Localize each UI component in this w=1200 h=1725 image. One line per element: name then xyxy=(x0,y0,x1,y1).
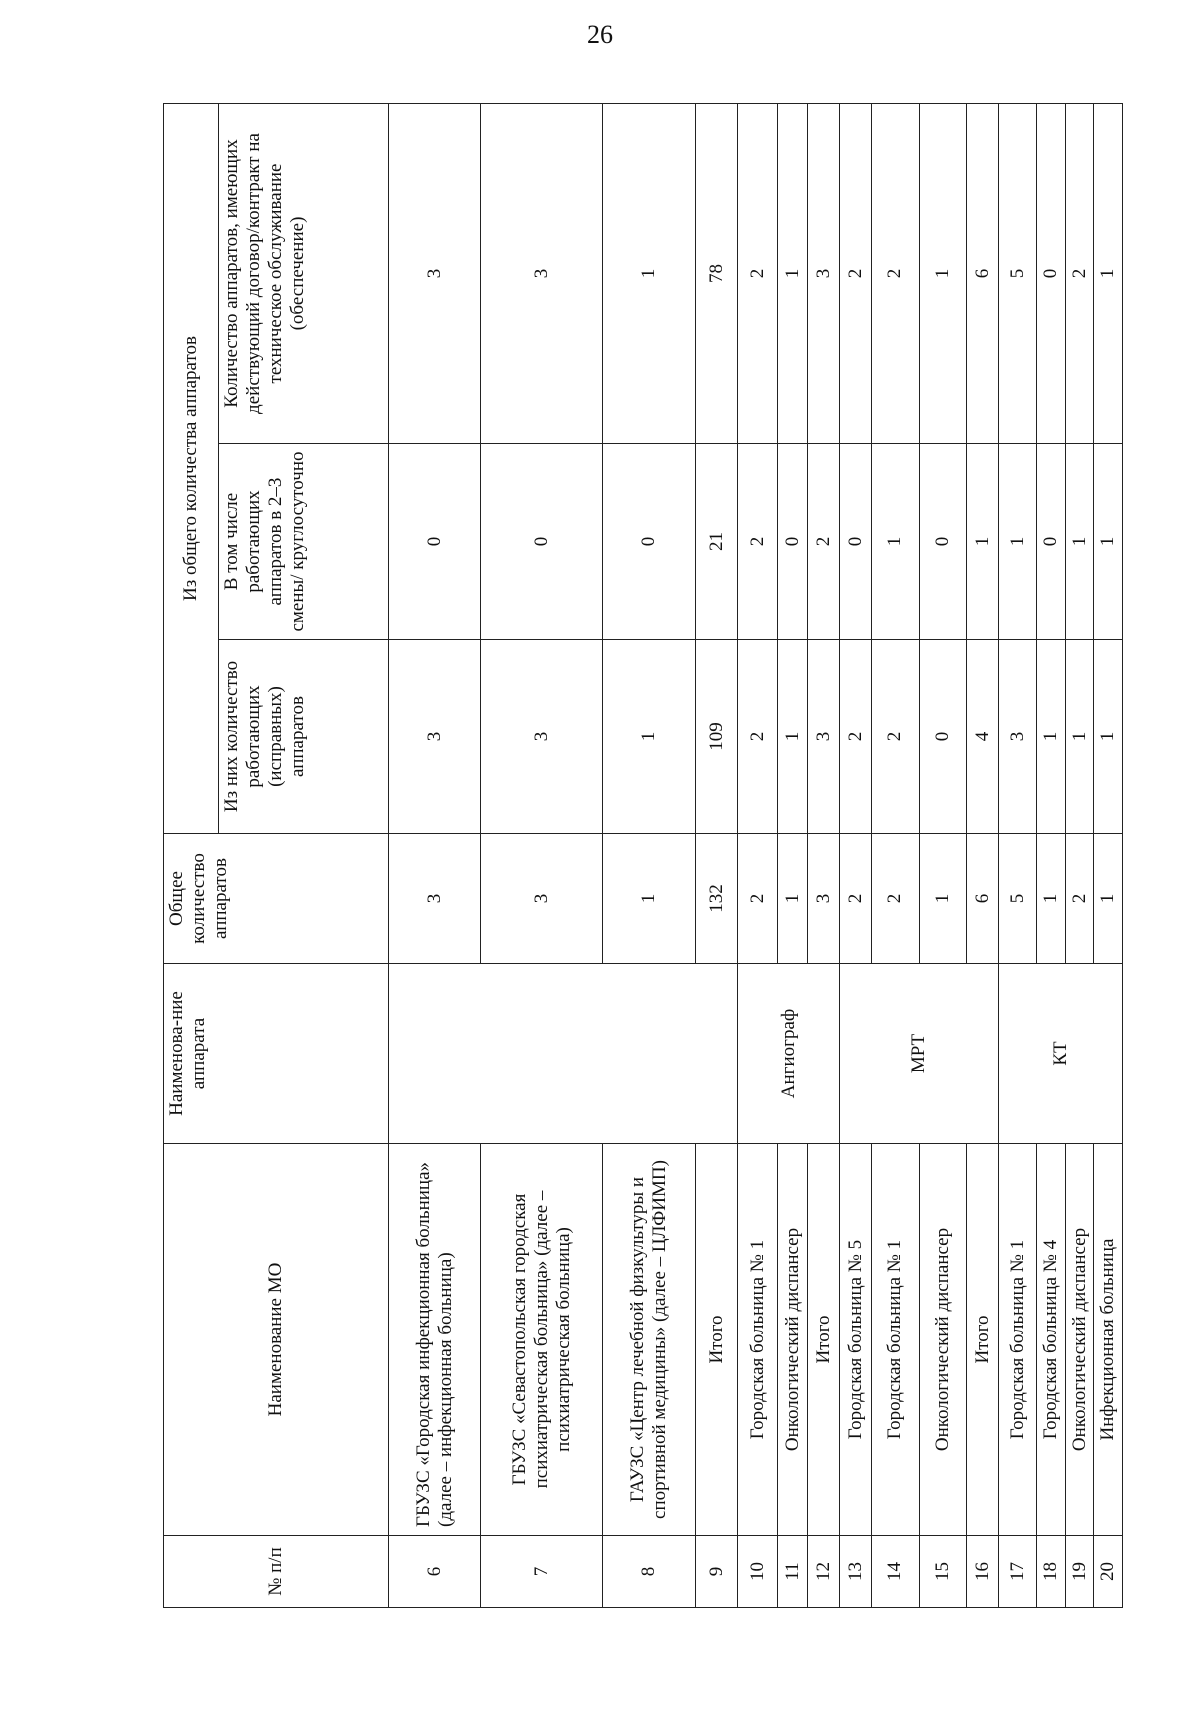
row-num: 18 xyxy=(1037,1536,1065,1608)
row-working: 3 xyxy=(808,640,840,834)
row-contract: 2 xyxy=(871,103,919,443)
row-mo-name: ГАУЗС «Центр лечебной физкультуры и спортивной медицины» (далее – ЦЛФИМП) xyxy=(603,1144,695,1536)
row-num: 12 xyxy=(808,1536,840,1608)
table-row xyxy=(967,103,999,1607)
table-row xyxy=(999,103,1037,1607)
device-kt: КТ xyxy=(999,964,1123,1144)
row-working: 1 xyxy=(603,640,695,834)
header-num: № п/п xyxy=(164,1536,389,1608)
row-total: 1 xyxy=(603,834,695,964)
row-device-name xyxy=(389,964,738,1144)
row-working: 1 xyxy=(1094,640,1123,834)
row-shifts: 0 xyxy=(389,444,481,640)
table-row xyxy=(919,103,967,1607)
table-row xyxy=(738,103,778,1607)
row-num: 16 xyxy=(967,1536,999,1608)
row-contract: 1 xyxy=(1094,103,1123,443)
row-mo-name: Итого xyxy=(695,1144,737,1536)
row-total: 2 xyxy=(1065,834,1093,964)
row-shifts: 1 xyxy=(967,444,999,640)
row-working: 2 xyxy=(840,640,872,834)
row-shifts: 21 xyxy=(695,444,737,640)
row-working: 2 xyxy=(871,640,919,834)
table-row xyxy=(389,103,481,1607)
row-num: 13 xyxy=(840,1536,872,1608)
row-num: 8 xyxy=(603,1536,695,1608)
row-contract: 3 xyxy=(389,103,481,443)
row-total: 1 xyxy=(778,834,808,964)
row-total: 3 xyxy=(808,834,840,964)
device-angiograph: Ангиограф xyxy=(738,964,840,1144)
row-total: 3 xyxy=(481,834,603,964)
table-row xyxy=(1094,103,1123,1607)
row-mo-name: Онкологический диспансер xyxy=(1065,1144,1093,1536)
row-num: 17 xyxy=(999,1536,1037,1608)
row-working: 1 xyxy=(778,640,808,834)
table-row xyxy=(871,103,919,1607)
row-shifts: 0 xyxy=(1037,444,1065,640)
page-number: 26 xyxy=(587,20,613,49)
table-row xyxy=(1037,103,1065,1607)
row-total: 1 xyxy=(919,834,967,964)
header-contract: Количество аппаратов, имеющих действующий договор/контракт на техническое обслуживание (обеспечение) xyxy=(219,103,389,443)
row-mo-name: Городская больница № 1 xyxy=(999,1144,1037,1536)
row-contract: 0 xyxy=(1037,103,1065,443)
rotated-table-container xyxy=(163,104,1123,1608)
row-contract: 3 xyxy=(481,103,603,443)
row-total: 6 xyxy=(967,834,999,964)
row-working: 1 xyxy=(1037,640,1065,834)
table-row xyxy=(808,103,840,1607)
row-shifts: 1 xyxy=(871,444,919,640)
device-mrt: МРТ xyxy=(840,964,999,1144)
row-total: 2 xyxy=(871,834,919,964)
row-total: 5 xyxy=(999,834,1037,964)
header-device-name: Наименова-ние аппарата xyxy=(164,964,389,1144)
header-row-1 xyxy=(164,103,219,1607)
row-num: 14 xyxy=(871,1536,919,1608)
row-num: 7 xyxy=(481,1536,603,1608)
table-row xyxy=(1065,103,1093,1607)
row-shifts: 2 xyxy=(738,444,778,640)
row-contract: 6 xyxy=(967,103,999,443)
row-shifts: 1 xyxy=(1065,444,1093,640)
row-num: 6 xyxy=(389,1536,481,1608)
header-total: Общее количество аппаратов xyxy=(164,834,389,964)
row-mo-name: Инфекционная больница xyxy=(1094,1144,1123,1536)
header-working: Из них количество работающих (исправных) аппаратов xyxy=(219,640,389,834)
row-mo-name: Городская больница № 1 xyxy=(871,1144,919,1536)
row-num: 11 xyxy=(778,1536,808,1608)
row-contract: 2 xyxy=(840,103,872,443)
row-contract: 1 xyxy=(919,103,967,443)
row-num: 15 xyxy=(919,1536,967,1608)
row-working: 3 xyxy=(481,640,603,834)
row-mo-name: Городская больница № 5 xyxy=(840,1144,872,1536)
row-shifts: 1 xyxy=(1094,444,1123,640)
header-mo-name: Наименование МО xyxy=(164,1144,389,1536)
row-mo-name: ГБУЗС «Городская инфекционная больница» (далее – инфекционная больница) xyxy=(389,1144,481,1536)
equipment-table xyxy=(163,103,1123,1608)
row-contract: 5 xyxy=(999,103,1037,443)
header-group: Из общего количества аппаратов xyxy=(164,103,219,833)
row-mo-name: Онкологический диспансер xyxy=(919,1144,967,1536)
row-working: 2 xyxy=(738,640,778,834)
row-mo-name: Городская больница № 4 xyxy=(1037,1144,1065,1536)
row-shifts: 0 xyxy=(603,444,695,640)
row-shifts: 0 xyxy=(919,444,967,640)
row-mo-name: Итого xyxy=(967,1144,999,1536)
row-contract: 1 xyxy=(778,103,808,443)
row-contract: 2 xyxy=(1065,103,1093,443)
row-total: 132 xyxy=(695,834,737,964)
table-row xyxy=(778,103,808,1607)
row-shifts: 1 xyxy=(999,444,1037,640)
row-num: 20 xyxy=(1094,1536,1123,1608)
row-mo-name: ГБУЗС «Севастопольская городская психиатрическая больница» (далее – психиатрическая больница) xyxy=(481,1144,603,1536)
row-shifts: 0 xyxy=(481,444,603,640)
row-num: 19 xyxy=(1065,1536,1093,1608)
table-row xyxy=(603,103,695,1607)
row-working: 4 xyxy=(967,640,999,834)
row-contract: 1 xyxy=(603,103,695,443)
row-total: 3 xyxy=(389,834,481,964)
row-working: 3 xyxy=(389,640,481,834)
row-num: 9 xyxy=(695,1536,737,1608)
row-total: 1 xyxy=(1037,834,1065,964)
table-row xyxy=(840,103,872,1607)
row-mo-name: Итого xyxy=(808,1144,840,1536)
row-total: 2 xyxy=(840,834,872,964)
row-contract: 2 xyxy=(738,103,778,443)
row-total: 2 xyxy=(738,834,778,964)
row-mo-name: Городская больница № 1 xyxy=(738,1144,778,1536)
row-shifts: 2 xyxy=(808,444,840,640)
row-shifts: 0 xyxy=(778,444,808,640)
row-working: 3 xyxy=(999,640,1037,834)
header-shifts: В том числе работающих аппаратов в 2–3 смены/ круглосуточно xyxy=(219,444,389,640)
row-total: 1 xyxy=(1094,834,1123,964)
table-row xyxy=(695,103,737,1607)
row-working: 0 xyxy=(919,640,967,834)
row-num: 10 xyxy=(738,1536,778,1608)
row-mo-name: Онкологический диспансер xyxy=(778,1144,808,1536)
row-contract: 78 xyxy=(695,103,737,443)
row-contract: 3 xyxy=(808,103,840,443)
row-working: 1 xyxy=(1065,640,1093,834)
row-shifts: 0 xyxy=(840,444,872,640)
table-row xyxy=(481,103,603,1607)
row-working: 109 xyxy=(695,640,737,834)
